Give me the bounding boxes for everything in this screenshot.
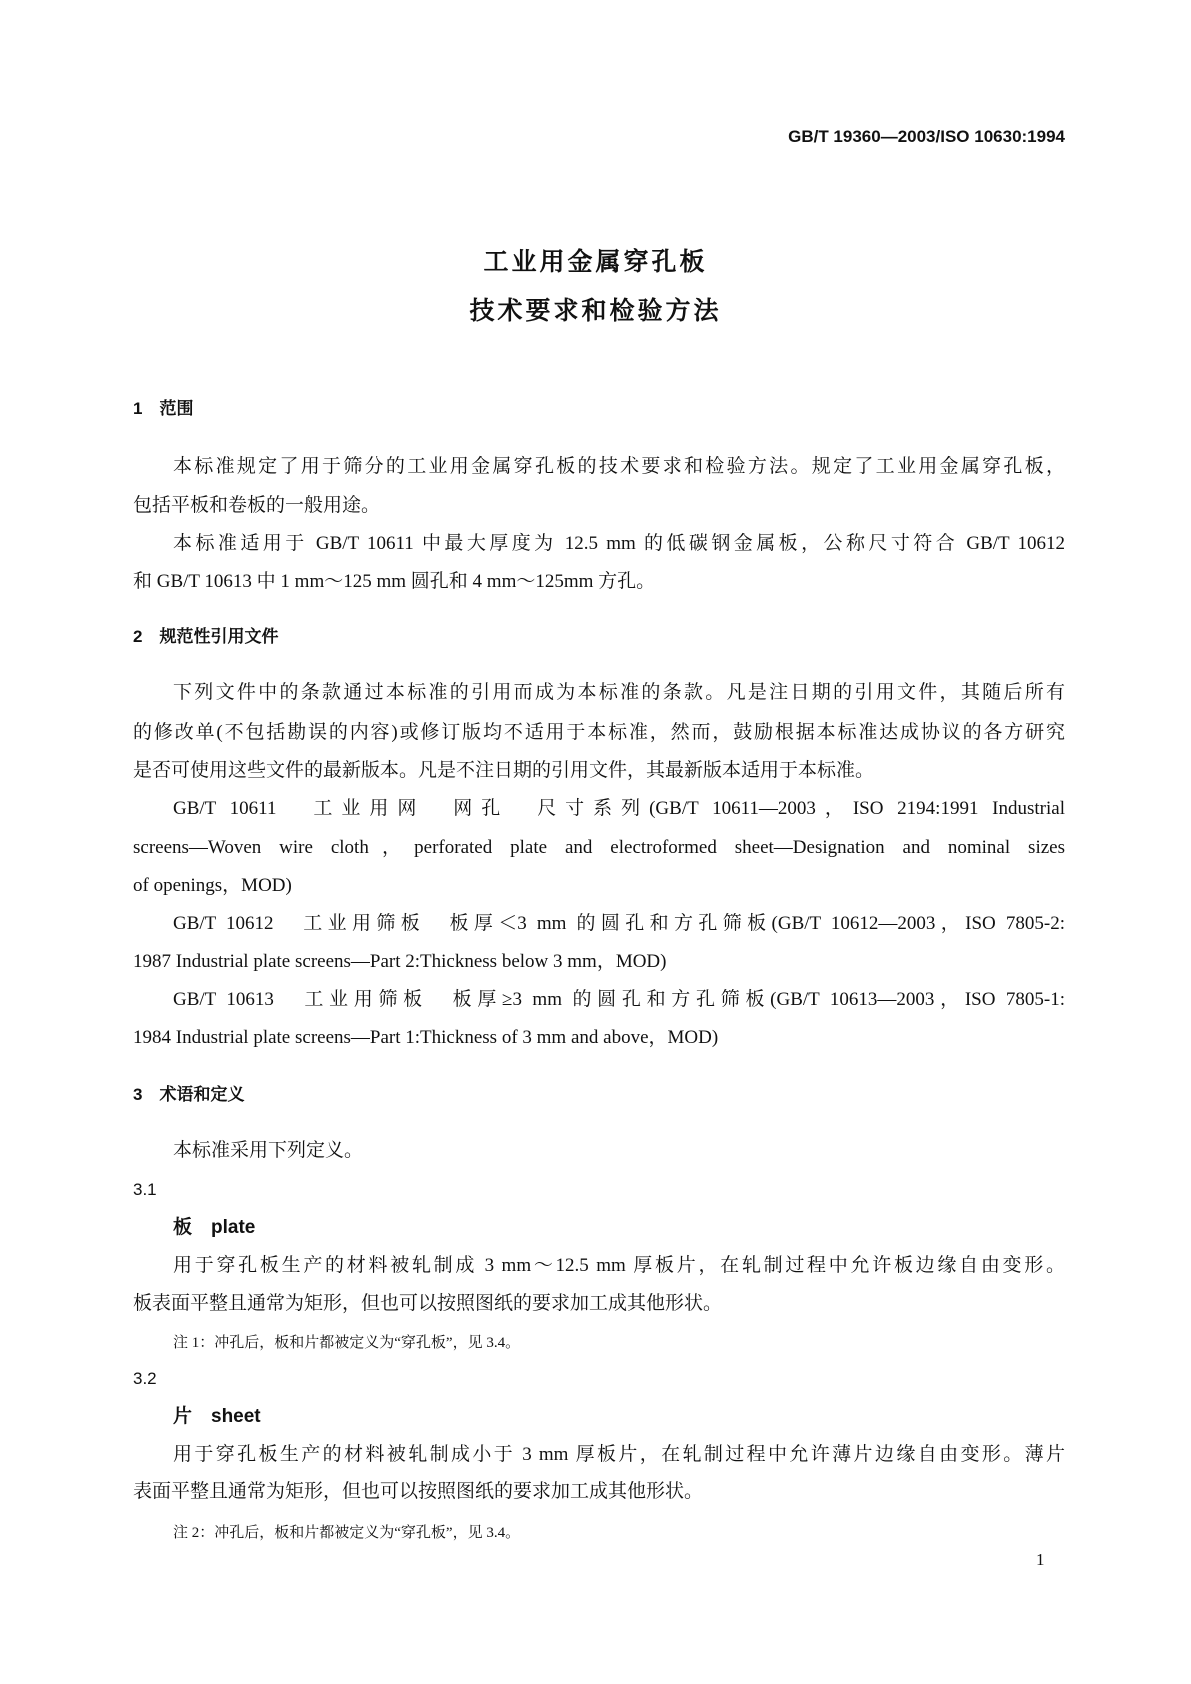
- definition-line: 用于穿孔板生产的材料被轧制成小于 3 mm 厚板片，在轧制过程中允许薄片边缘自由变形。薄片: [173, 1444, 1065, 1465]
- document-title-line1: 工业用金属穿孔板: [483, 248, 708, 276]
- definition-line: 用于穿孔板生产的材料被轧制成 3 mm～12.5 mm 厚板片，在轧制过程中允许板边缘自由变形。: [173, 1255, 1065, 1276]
- paragraph-line: 本标准采用下列定义。: [173, 1140, 364, 1161]
- reference-line: GB/T 10611 工业用网 网孔 尺寸系列(GB/T 10611—2003，ISO 2194:1991 Industrial: [173, 798, 1065, 819]
- note: 注 1：冲孔后，板和片都被定义为“穿孔板”，见 3.4。: [173, 1335, 521, 1351]
- definition-line: 表面平整且通常为矩形，但也可以按照图纸的要求加工成其他形状。: [133, 1481, 704, 1502]
- document-title-line2: 技术要求和检验方法: [469, 297, 722, 325]
- definition-line: 板表面平整且通常为矩形，但也可以按照图纸的要求加工成其他形状。: [133, 1293, 723, 1314]
- term-heading: 片 sheet: [173, 1406, 261, 1427]
- section-2-heading: 2 规范性引用文件: [133, 627, 279, 646]
- term-number: 3.1: [133, 1180, 157, 1199]
- paragraph-line: 包括平板和卷板的一般用途。: [133, 495, 381, 516]
- paragraph-line: 本标准适用于 GB/T 10611 中最大厚度为 12.5 mm 的低碳钢金属板，公称尺寸符合 GB/T 10612: [173, 533, 1065, 554]
- reference-line: 1987 Industrial plate screens—Part 2:Thickness below 3 mm，MOD): [133, 951, 667, 972]
- paragraph-line: 的修改单(不包括勘误的内容)或修订版均不适用于本标准，然而，鼓励根据本标准达成协议的各方研究: [133, 722, 1065, 743]
- note: 注 2：冲孔后，板和片都被定义为“穿孔板”，见 3.4。: [173, 1525, 521, 1541]
- term-number: 3.2: [133, 1369, 157, 1388]
- standard-code-header: GB/T 19360—2003/ISO 10630:1994: [788, 127, 1065, 146]
- reference-line: of openings，MOD): [133, 875, 292, 896]
- reference-line: 1984 Industrial plate screens—Part 1:Thickness of 3 mm and above，MOD): [133, 1027, 719, 1048]
- paragraph-line: 是否可使用这些文件的最新版本。凡是不注日期的引用文件，其最新版本适用于本标准。: [133, 760, 875, 781]
- paragraph-line: 本标准规定了用于筛分的工业用金属穿孔板的技术要求和检验方法。规定了工业用金属穿孔板，: [173, 456, 1065, 477]
- term-heading: 板 plate: [173, 1217, 256, 1238]
- reference-line: screens—Woven wire cloth，perforated plate and electroformed sheet—Designation and nominal sizes: [133, 837, 1065, 858]
- section-3-heading: 3 术语和定义: [133, 1085, 245, 1104]
- reference-line: GB/T 10613 工业用筛板 板厚≥3 mm 的圆孔和方孔筛板(GB/T 10613—2003，ISO 7805-1:: [173, 989, 1065, 1010]
- paragraph-line: 和 GB/T 10613 中 1 mm～125 mm 圆孔和 4 mm～125mm 方孔。: [133, 571, 656, 592]
- paragraph-line: 下列文件中的条款通过本标准的引用而成为本标准的条款。凡是注日期的引用文件，其随后所有: [173, 682, 1065, 703]
- reference-line: GB/T 10612 工业用筛板 板厚＜3 mm 的圆孔和方孔筛板(GB/T 10612—2003，ISO 7805-2:: [173, 913, 1065, 934]
- section-1-heading: 1 范围: [133, 399, 194, 418]
- page-number: 1: [1036, 1550, 1045, 1569]
